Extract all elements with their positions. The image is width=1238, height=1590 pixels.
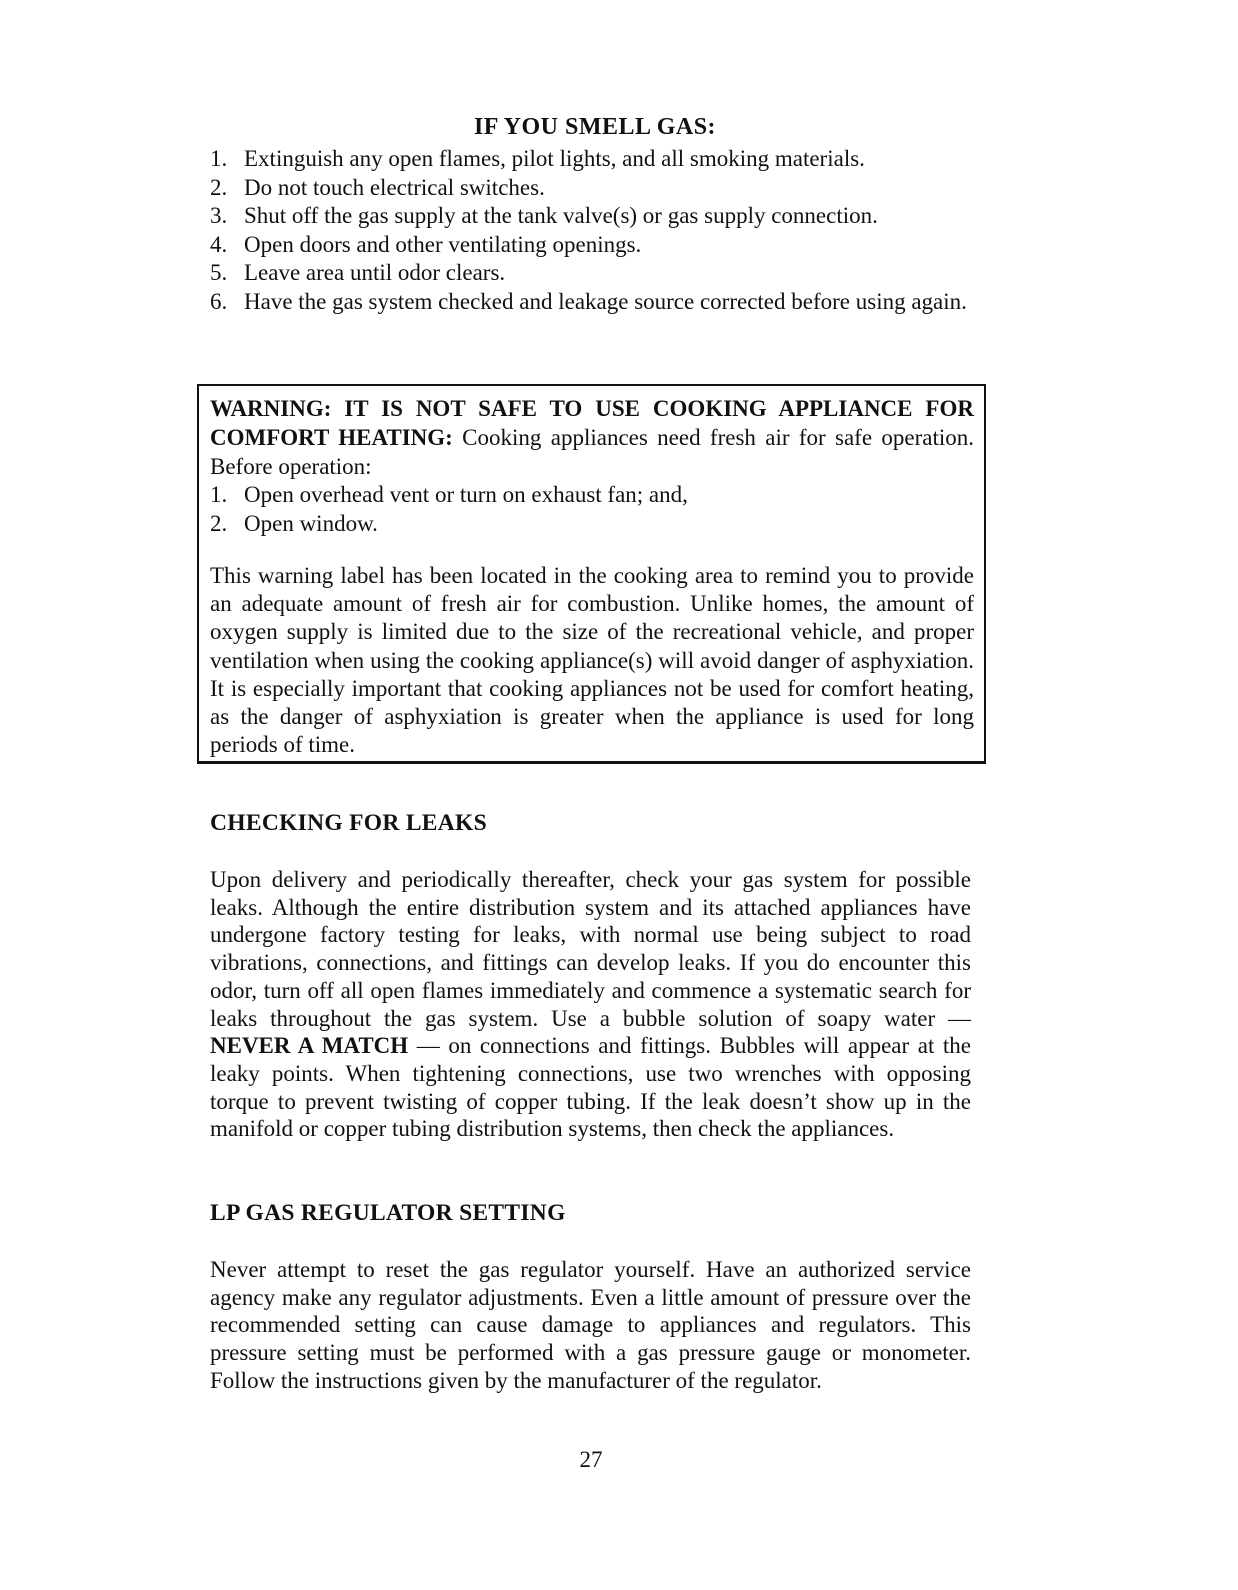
list-number: 2.	[210, 174, 228, 200]
list-text: Leave area until odor clears.	[244, 260, 506, 285]
regulator-paragraph: Never attempt to reset the gas regulator yourself. Have an authorized service agency make any regulator adjustments. Even a little amount of pressure over the recommended setting can cause damage to appliances and regulators. This pressure setting must be performed with a gas pressure gauge or monometer. Follow the instructions given by the manufacturer of the regulator.	[210, 1257, 971, 1393]
leaks-emphasis: NEVER A MATCH	[210, 1033, 409, 1059]
warning-intro	[210, 394, 974, 481]
list-item	[210, 145, 990, 174]
list-text: Shut off the gas supply at the tank valve(s) or gas supply connection.	[244, 203, 878, 228]
list-item	[210, 509, 688, 538]
list-text: Open doors and other ventilating openings.	[244, 231, 642, 257]
list-item	[210, 231, 990, 260]
regulator-heading: LP GAS REGULATOR SETTING	[210, 1200, 566, 1226]
smell-gas-list	[210, 145, 990, 316]
list-item	[210, 202, 990, 231]
list-item	[210, 174, 990, 203]
page-number: 27	[579, 1447, 603, 1472]
list-item	[210, 259, 990, 288]
list-text: Open window.	[244, 511, 378, 536]
list-text: Have the gas system checked and leakage source corrected before using again.	[244, 288, 967, 314]
leaks-heading: CHECKING FOR LEAKS	[210, 810, 487, 836]
list-text: Open overhead vent or turn on exhaust fan; and,	[244, 482, 688, 507]
list-number: 2.	[210, 511, 228, 536]
warning-heading: WARNING: IT IS NOT SAFE TO USE COOKING APPLIANCE FOR COMFORT HEATING:	[210, 396, 974, 450]
list-text: Extinguish any open flames, pilot lights, and all smoking materials.	[244, 146, 865, 171]
smell-gas-title: IF YOU SMELL GAS:	[473, 114, 717, 140]
list-number: 6.	[210, 288, 228, 314]
leaks-text-before: Upon delivery and periodically thereafter, check your gas system for possible leaks. Although the entire distribution system and its attached appliances have undergone factory testing for leaks, with normal use being subject to road vibrations, connections, and fittings can develop leaks. If you do encounter this odor, turn off all open flames immediately and commence a systematic search for leaks throughout the gas system. Use a bubble solution of soapy water —	[210, 867, 971, 1031]
list-text: Do not touch electrical switches.	[244, 174, 545, 200]
list-number: 4.	[210, 231, 228, 257]
list-item	[210, 288, 990, 317]
warning-intro-text: Cooking appliances need fresh air for safe operation. Before operation:	[210, 425, 975, 479]
leaks-paragraph	[210, 866, 971, 1143]
warning-box	[197, 384, 986, 764]
list-number: 3.	[210, 203, 228, 228]
list-number: 1.	[210, 482, 228, 507]
list-item	[210, 480, 688, 509]
leaks-text-after: — on connections and fittings. Bubbles will appear at the leaky points. When tightening connections, use two wrenches with opposing torque to prevent twisting of copper tubing. If the leak doesn’t show up in the manifold or copper tubing distribution systems, then check the appliances.	[210, 1033, 971, 1142]
list-number: 5.	[210, 260, 228, 285]
warning-list	[210, 480, 688, 538]
list-number: 1.	[210, 146, 228, 171]
warning-body: This warning label has been located in the cooking area to remind you to provide an adequate amount of fresh air for combustion. Unlike homes, the amount of oxygen supply is limited due to the size of the recreational vehicle, and proper ventilation when using the cooking appliance(s) will avoid danger of asphyxiation. It is especially important that cooking appliances not be used for comfort heating, as the danger of asphyxiation is greater when the appliance is used for long periods of time.	[210, 563, 974, 758]
